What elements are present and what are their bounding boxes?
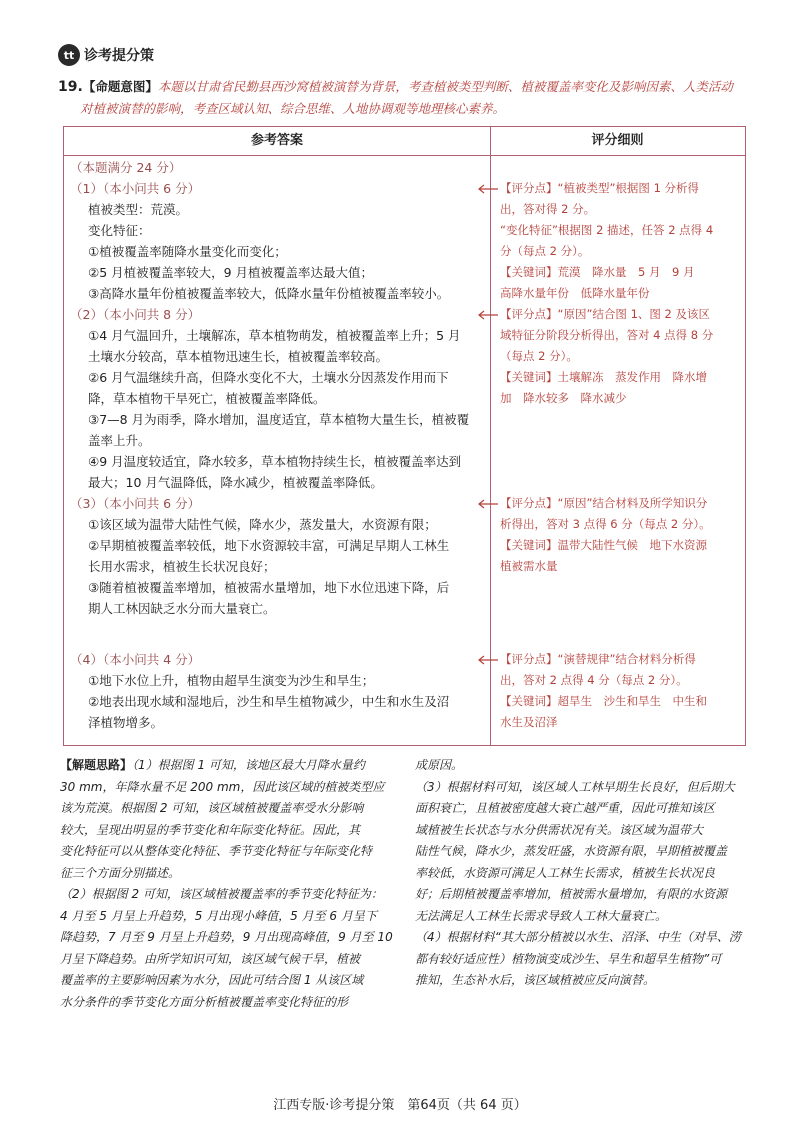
answer-line: 盖率上升。 bbox=[88, 433, 151, 448]
table-header bbox=[64, 127, 745, 156]
analysis-line: 陆性气候，降水少，蒸发旺盛，水资源有限，早期植被覆盖 bbox=[415, 844, 728, 858]
analysis-left-column bbox=[60, 755, 405, 1013]
analysis-line: 无法满足人工林生长需求导致人工林大量衰亡。 bbox=[415, 908, 668, 923]
analysis-line: （1）根据图 1 可知，该地区最大月降水量约 bbox=[132, 758, 365, 772]
answer-line: 变化特征： bbox=[88, 223, 151, 238]
answer-line: ②地表出现水域和湿地后，沙生和旱生植物减少，中生和水生及沼 bbox=[88, 694, 450, 709]
rule-line: 植被需水量 bbox=[500, 559, 558, 573]
brand-logo-icon: tt bbox=[58, 44, 80, 66]
answer-line: 长用水需求，植被生长状况良好； bbox=[88, 559, 276, 574]
rule-line: 【关键词】温带大陆性气候 地下水资源 bbox=[500, 538, 707, 552]
rule-line: 【关键词】超旱生 沙生和旱生 中生和 bbox=[500, 694, 707, 708]
arrow-left-icon bbox=[476, 499, 498, 509]
answer-line: （本题满分 24 分） bbox=[70, 160, 182, 175]
answer-line: 土壤水分较高，草本植物迅速生长，植被覆盖率较高。 bbox=[88, 349, 389, 364]
analysis-line: 月呈下降趋势。由所学知识可知，该区域气候干旱，植被 bbox=[60, 951, 361, 966]
header-title: 诊考提分策 bbox=[84, 48, 154, 64]
answer-line: 降，草本植物干旱死亡，植被覆盖率降低。 bbox=[88, 391, 326, 406]
analysis-line: （3）根据材料可知，该区域人工林早期生长良好，但后期大 bbox=[415, 779, 735, 794]
arrow-left-icon bbox=[476, 655, 498, 665]
rule-line: 高降水量年份 低降水量年份 bbox=[500, 286, 650, 300]
answer-line: ②早期植被覆盖率较低，地下水资源较丰富，可满足早期人工林生 bbox=[88, 538, 450, 553]
analysis-line: 4 月至 5 月呈上升趋势，5 月出现小峰值，5 月至 6 月呈下 bbox=[60, 908, 377, 923]
intent-text-line2: 对植被演替的影响，考查区域认知、综合思维、人地协调观等地理核心素养。 bbox=[80, 101, 506, 116]
analysis-line: （2）根据图 2 可知，该区域植被覆盖率的季节变化特征为： bbox=[60, 887, 383, 901]
answer-table bbox=[63, 126, 746, 746]
answer-line: ②6 月气温继续升高，但降水变化不大，土壤水分因蒸发作用而下 bbox=[88, 370, 449, 385]
question-intro bbox=[58, 76, 758, 119]
rule-line: 出，答对 2 点得 4 分（每点 2 分）。 bbox=[500, 673, 688, 687]
rule-line: 加 降水较多 降水减少 bbox=[500, 391, 627, 405]
intent-tag: 【命题意图】 bbox=[82, 79, 158, 94]
analysis-tag: 【解题思路】 bbox=[60, 758, 133, 772]
answer-line: ③随着植被覆盖率增加，植被需水量增加，地下水位迅速下降，后 bbox=[88, 580, 450, 595]
rule-line: 【关键词】荒漠 降水量 5 月 9 月 bbox=[500, 265, 695, 279]
answer-line: ①4 月气温回升，土壤解冻，草本植物萌发，植被覆盖率上升；5 月 bbox=[88, 328, 461, 343]
analysis-line: 征三个方面分别描述。 bbox=[60, 865, 181, 880]
rule-line: 【评分点】“演替规律”结合材料分析得 bbox=[500, 652, 696, 666]
answer-line: ③高降水量年份植被覆盖率较大，低降水量年份植被覆盖率较小。 bbox=[88, 286, 450, 301]
answer-line: ③7—8 月为雨季，降水增加，温度适宜，草本植物大量生长，植被覆 bbox=[88, 412, 470, 427]
answer-line: ④9 月温度较适宜，降水较多，草本植物持续生长，植被覆盖率达到 bbox=[88, 454, 462, 469]
rule-line: 分（每点 2 分）。 bbox=[500, 244, 590, 258]
column-header-answer: 参考答案 bbox=[250, 133, 303, 148]
rule-line: “变化特征”根据图 2 描述，任答 2 点得 4 bbox=[500, 223, 714, 237]
rule-line: 【关键词】土壤解冻 蒸发作用 降水增 bbox=[500, 370, 707, 384]
rule-line: 水生及沼泽 bbox=[500, 715, 558, 729]
arrow-left-icon bbox=[476, 184, 498, 194]
question-number: 19. bbox=[58, 79, 83, 95]
analysis-line: 降趋势，7 月至 9 月呈上升趋势，9 月出现高峰值，9 月至 10 bbox=[60, 930, 393, 944]
analysis-line: （4）根据材料“其大部分植被以水生、沼泽、中生（对旱、涝 bbox=[415, 930, 741, 944]
rule-line: 【评分点】“植被类型”根据图 1 分析得 bbox=[500, 181, 700, 195]
rule-line: 域特征分阶段分析得出，答对 4 点得 8 分 bbox=[500, 328, 714, 342]
intent-text-line1: 本题以甘肃省民勤县西沙窝植被演替为背景，考查植被类型判断、植被覆盖率变化及影响因素、人类活动 bbox=[157, 79, 733, 94]
answer-line: （3）（本小问共 6 分） bbox=[70, 496, 201, 511]
arrow-left-icon bbox=[476, 310, 498, 320]
analysis-line: 覆盖率的主要影响因素为水分，因此可结合图 1 从该区域 bbox=[60, 973, 364, 987]
rule-line: 【评分点】“原因”结合材料及所学知识分 bbox=[500, 496, 708, 510]
answer-line: （4）（本小问共 4 分） bbox=[70, 652, 201, 667]
page-footer: 江西专版·诊考提分策 第64页（共 64 页） bbox=[273, 1098, 527, 1113]
answer-line: ①该区域为温带大陆性气候，降水少，蒸发量大，水资源有限； bbox=[88, 517, 437, 532]
answer-line: （1）（本小问共 6 分） bbox=[70, 181, 201, 196]
rule-line: 析得出，答对 3 点得 6 分（每点 2 分）。 bbox=[500, 517, 711, 531]
rule-line: 【评分点】“原因”结合图 1、图 2 及该区 bbox=[500, 307, 711, 321]
page-header bbox=[58, 44, 154, 66]
answer-line: 泽植物增多。 bbox=[88, 715, 164, 730]
column-header-rules: 评分细则 bbox=[591, 133, 644, 148]
answer-line: 期人工林因缺乏水分而大量衰亡。 bbox=[88, 601, 276, 616]
answer-line: ①植被覆盖率随降水量变化而变化； bbox=[88, 244, 287, 259]
analysis-line: 30 mm，年降水量不足 200 mm，因此该区域的植被类型应 bbox=[60, 779, 385, 794]
answer-line: 植被类型：荒漠。 bbox=[88, 202, 189, 217]
answer-line: 最大；10 月气温降低，降水减少，植被覆盖率降低。 bbox=[88, 475, 383, 490]
analysis-line: 成原因。 bbox=[415, 758, 464, 772]
analysis-line: 推知，生态补水后，该区域植被应反向演替。 bbox=[415, 973, 656, 987]
answer-line: ①地下水位上升，植物由超旱生演变为沙生和旱生； bbox=[88, 673, 375, 688]
analysis-line: 好；后期植被覆盖率增加，植被需水量增加，有限的水资源 bbox=[415, 887, 728, 901]
analysis-line: 水分条件的季节变化方面分析植被覆盖率变化特征的形 bbox=[60, 994, 349, 1009]
answer-line: ②5 月植被覆盖率较大，9 月植被覆盖率达最大值； bbox=[88, 265, 374, 280]
analysis-line: 较大，呈现出明显的季节变化和年际变化特征。因此，其 bbox=[60, 822, 361, 837]
rule-line: （每点 2 分）。 bbox=[500, 349, 578, 363]
analysis-line: 域植被生长状态与水分供需状况有关。该区域为温带大 bbox=[415, 822, 704, 837]
analysis-line: 面积衰亡，且植被密度越大衰亡越严重，因此可推知该区 bbox=[415, 801, 716, 815]
analysis-line: 该为荒漠。根据图 2 可知，该区域植被覆盖率受水分影响 bbox=[60, 801, 364, 815]
analysis-right-column bbox=[415, 755, 760, 992]
analysis-line: 率较低，水资源可满足人工林生长需求，植被生长状况良 bbox=[415, 865, 716, 880]
analysis-line: 变化特征可以从整体变化特征、季节变化特征与年际变化特 bbox=[60, 844, 373, 858]
answer-line: （2）（本小问共 8 分） bbox=[70, 307, 201, 322]
analysis-line: 都有较好适应性）植物演变成沙生、旱生和超旱生植物”可 bbox=[415, 951, 722, 966]
column-divider bbox=[490, 127, 491, 745]
rule-line: 出，答对得 2 分。 bbox=[500, 202, 596, 216]
